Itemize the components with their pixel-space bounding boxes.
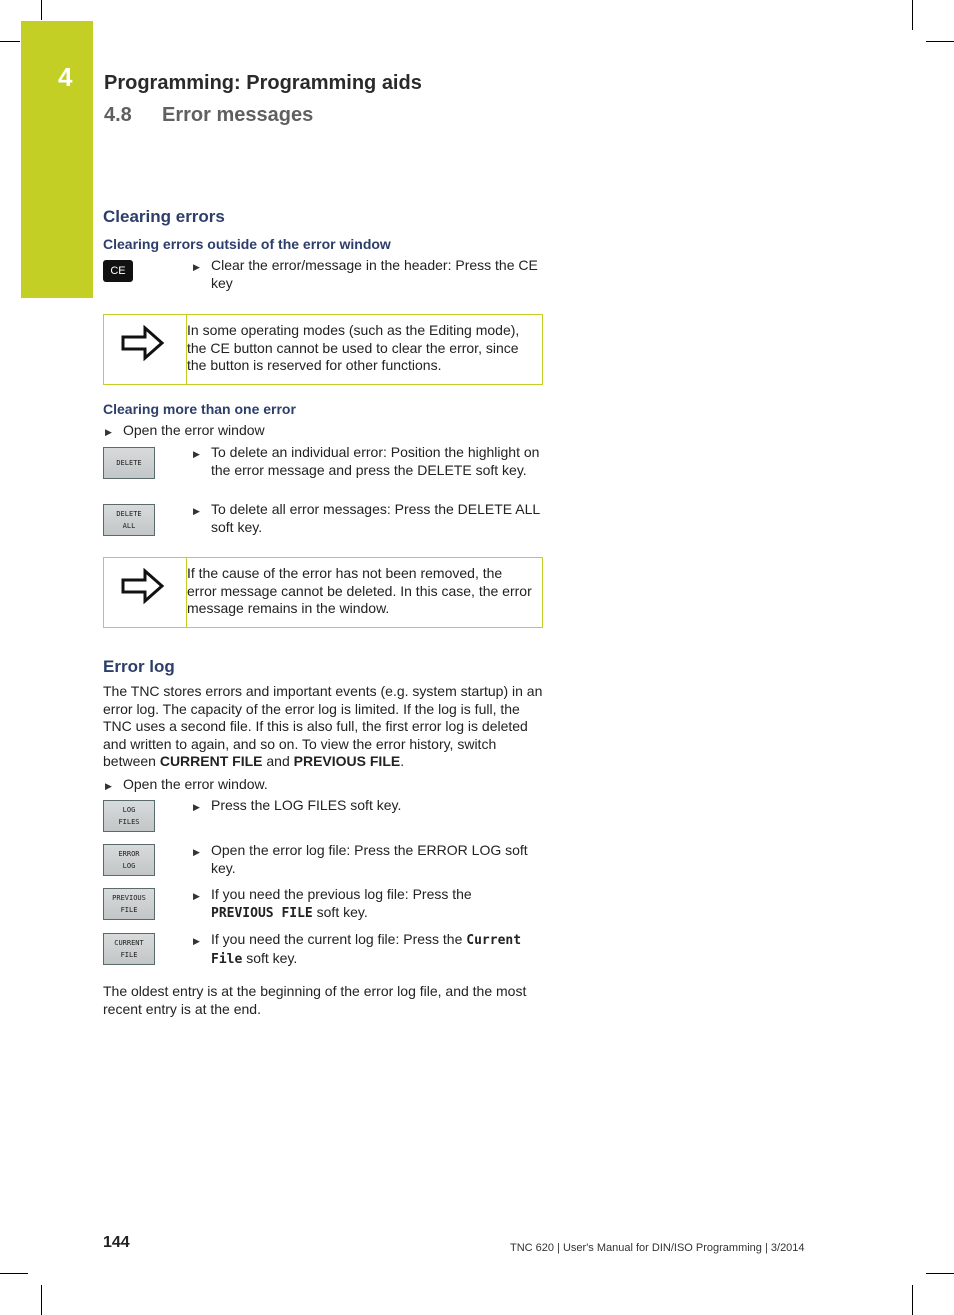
step-text: soft key. <box>312 903 368 920</box>
open-window-step: ▶ Open the error window <box>103 422 523 440</box>
para-text: . <box>400 753 405 769</box>
delete-all-step: ▶ To delete all error messages: Press the DELETE ALL soft key. <box>191 501 543 536</box>
error-log-paragraph <box>103 683 543 771</box>
softkey-label: LOG <box>122 862 136 870</box>
delete-all-softkey[interactable] <box>103 504 155 536</box>
crop-mark <box>912 1285 913 1315</box>
delete-softkey[interactable] <box>103 447 155 479</box>
softkey-label: DELETE <box>116 459 142 467</box>
previous-file-step <box>191 886 531 922</box>
previous-file-term: PREVIOUS FILE <box>211 905 313 921</box>
current-file-term: Current File <box>211 933 522 967</box>
softkey-label: LOG <box>122 806 136 814</box>
softkey-label: CURRENT <box>114 939 144 947</box>
open-window-step-2: ▶ Open the error window. <box>103 776 523 794</box>
clearing-errors-heading: Clearing errors <box>103 207 225 226</box>
arrow-right-icon <box>121 325 165 361</box>
closing-paragraph: The oldest entry is at the beginning of the error log file, and the most recent entry is at the end. <box>103 983 527 1017</box>
section-number: 4.8 <box>104 104 132 126</box>
crop-mark <box>0 41 20 42</box>
delete-step: ▶ To delete an individual error: Position the highlight on the error message and press the DELETE soft key. <box>191 444 543 479</box>
note-box-1 <box>103 314 543 385</box>
error-log-softkey[interactable] <box>103 844 155 876</box>
crop-mark <box>41 0 42 20</box>
para-text: and <box>262 753 294 769</box>
para-text: The TNC stores errors and important events (e.g. system startup) in an error log. The capacity of the error log is limited. If the log is full, the TNC uses a second file. If this is also full, the first error log is deleted and written to again, and so on. To view the error history, switch between <box>103 683 543 769</box>
note-box-2 <box>103 557 543 628</box>
crop-mark <box>41 1285 42 1315</box>
clearing-outside-heading: Clearing errors outside of the error window <box>103 236 391 252</box>
log-files-softkey[interactable] <box>103 800 155 832</box>
ce-step: ▶ Clear the error/message in the header: Press the CE key <box>191 257 551 292</box>
note-text-1: In some operating modes (such as the Editing mode), the CE button cannot be used to clear the error, since the button is reserved for other functions. <box>187 322 520 373</box>
step-text: soft key. <box>242 949 298 966</box>
current-file-step <box>191 931 551 968</box>
softkey-label: FILES <box>118 818 140 826</box>
softkey-label: ALL <box>122 522 136 530</box>
crop-mark <box>0 1273 28 1274</box>
crop-mark <box>926 1273 954 1274</box>
page-number: 144 <box>103 1234 130 1251</box>
softkey-label: FILE <box>120 951 138 959</box>
error-log-heading: Error log <box>103 657 175 676</box>
previous-file-term: PREVIOUS FILE <box>293 753 401 769</box>
crop-mark <box>912 0 913 30</box>
current-file-term: CURRENT FILE <box>159 753 263 769</box>
log-files-step: ▶ Press the LOG FILES soft key. <box>191 797 551 815</box>
chapter-title: Programming: Programming aids <box>104 72 422 94</box>
chapter-tab <box>21 21 93 298</box>
error-log-step: ▶ Open the error log file: Press the ERROR LOG soft key. <box>191 842 546 877</box>
arrow-right-icon <box>121 568 165 604</box>
softkey-label: DELETE <box>116 510 142 518</box>
current-file-softkey[interactable] <box>103 933 155 965</box>
softkey-label: PREVIOUS <box>112 894 146 902</box>
section-title: Error messages <box>162 104 314 126</box>
previous-file-softkey[interactable] <box>103 888 155 920</box>
step-text: If you need the previous log file: Press the <box>211 886 472 902</box>
crop-mark <box>926 41 954 42</box>
step-text: If you need the current log file: Press the <box>211 931 467 947</box>
chapter-number: 4 <box>58 62 73 92</box>
softkey-label: ERROR <box>118 850 140 858</box>
ce-key[interactable]: CE <box>103 260 133 282</box>
footer-text: TNC 620 | User's Manual for DIN/ISO Programming | 3/2014 <box>510 1242 805 1254</box>
softkey-label: FILE <box>120 906 138 914</box>
note-text-2: If the cause of the error has not been removed, the error message cannot be deleted. In this case, the error message remains in the window. <box>187 565 532 616</box>
clearing-more-heading: Clearing more than one error <box>103 401 296 417</box>
